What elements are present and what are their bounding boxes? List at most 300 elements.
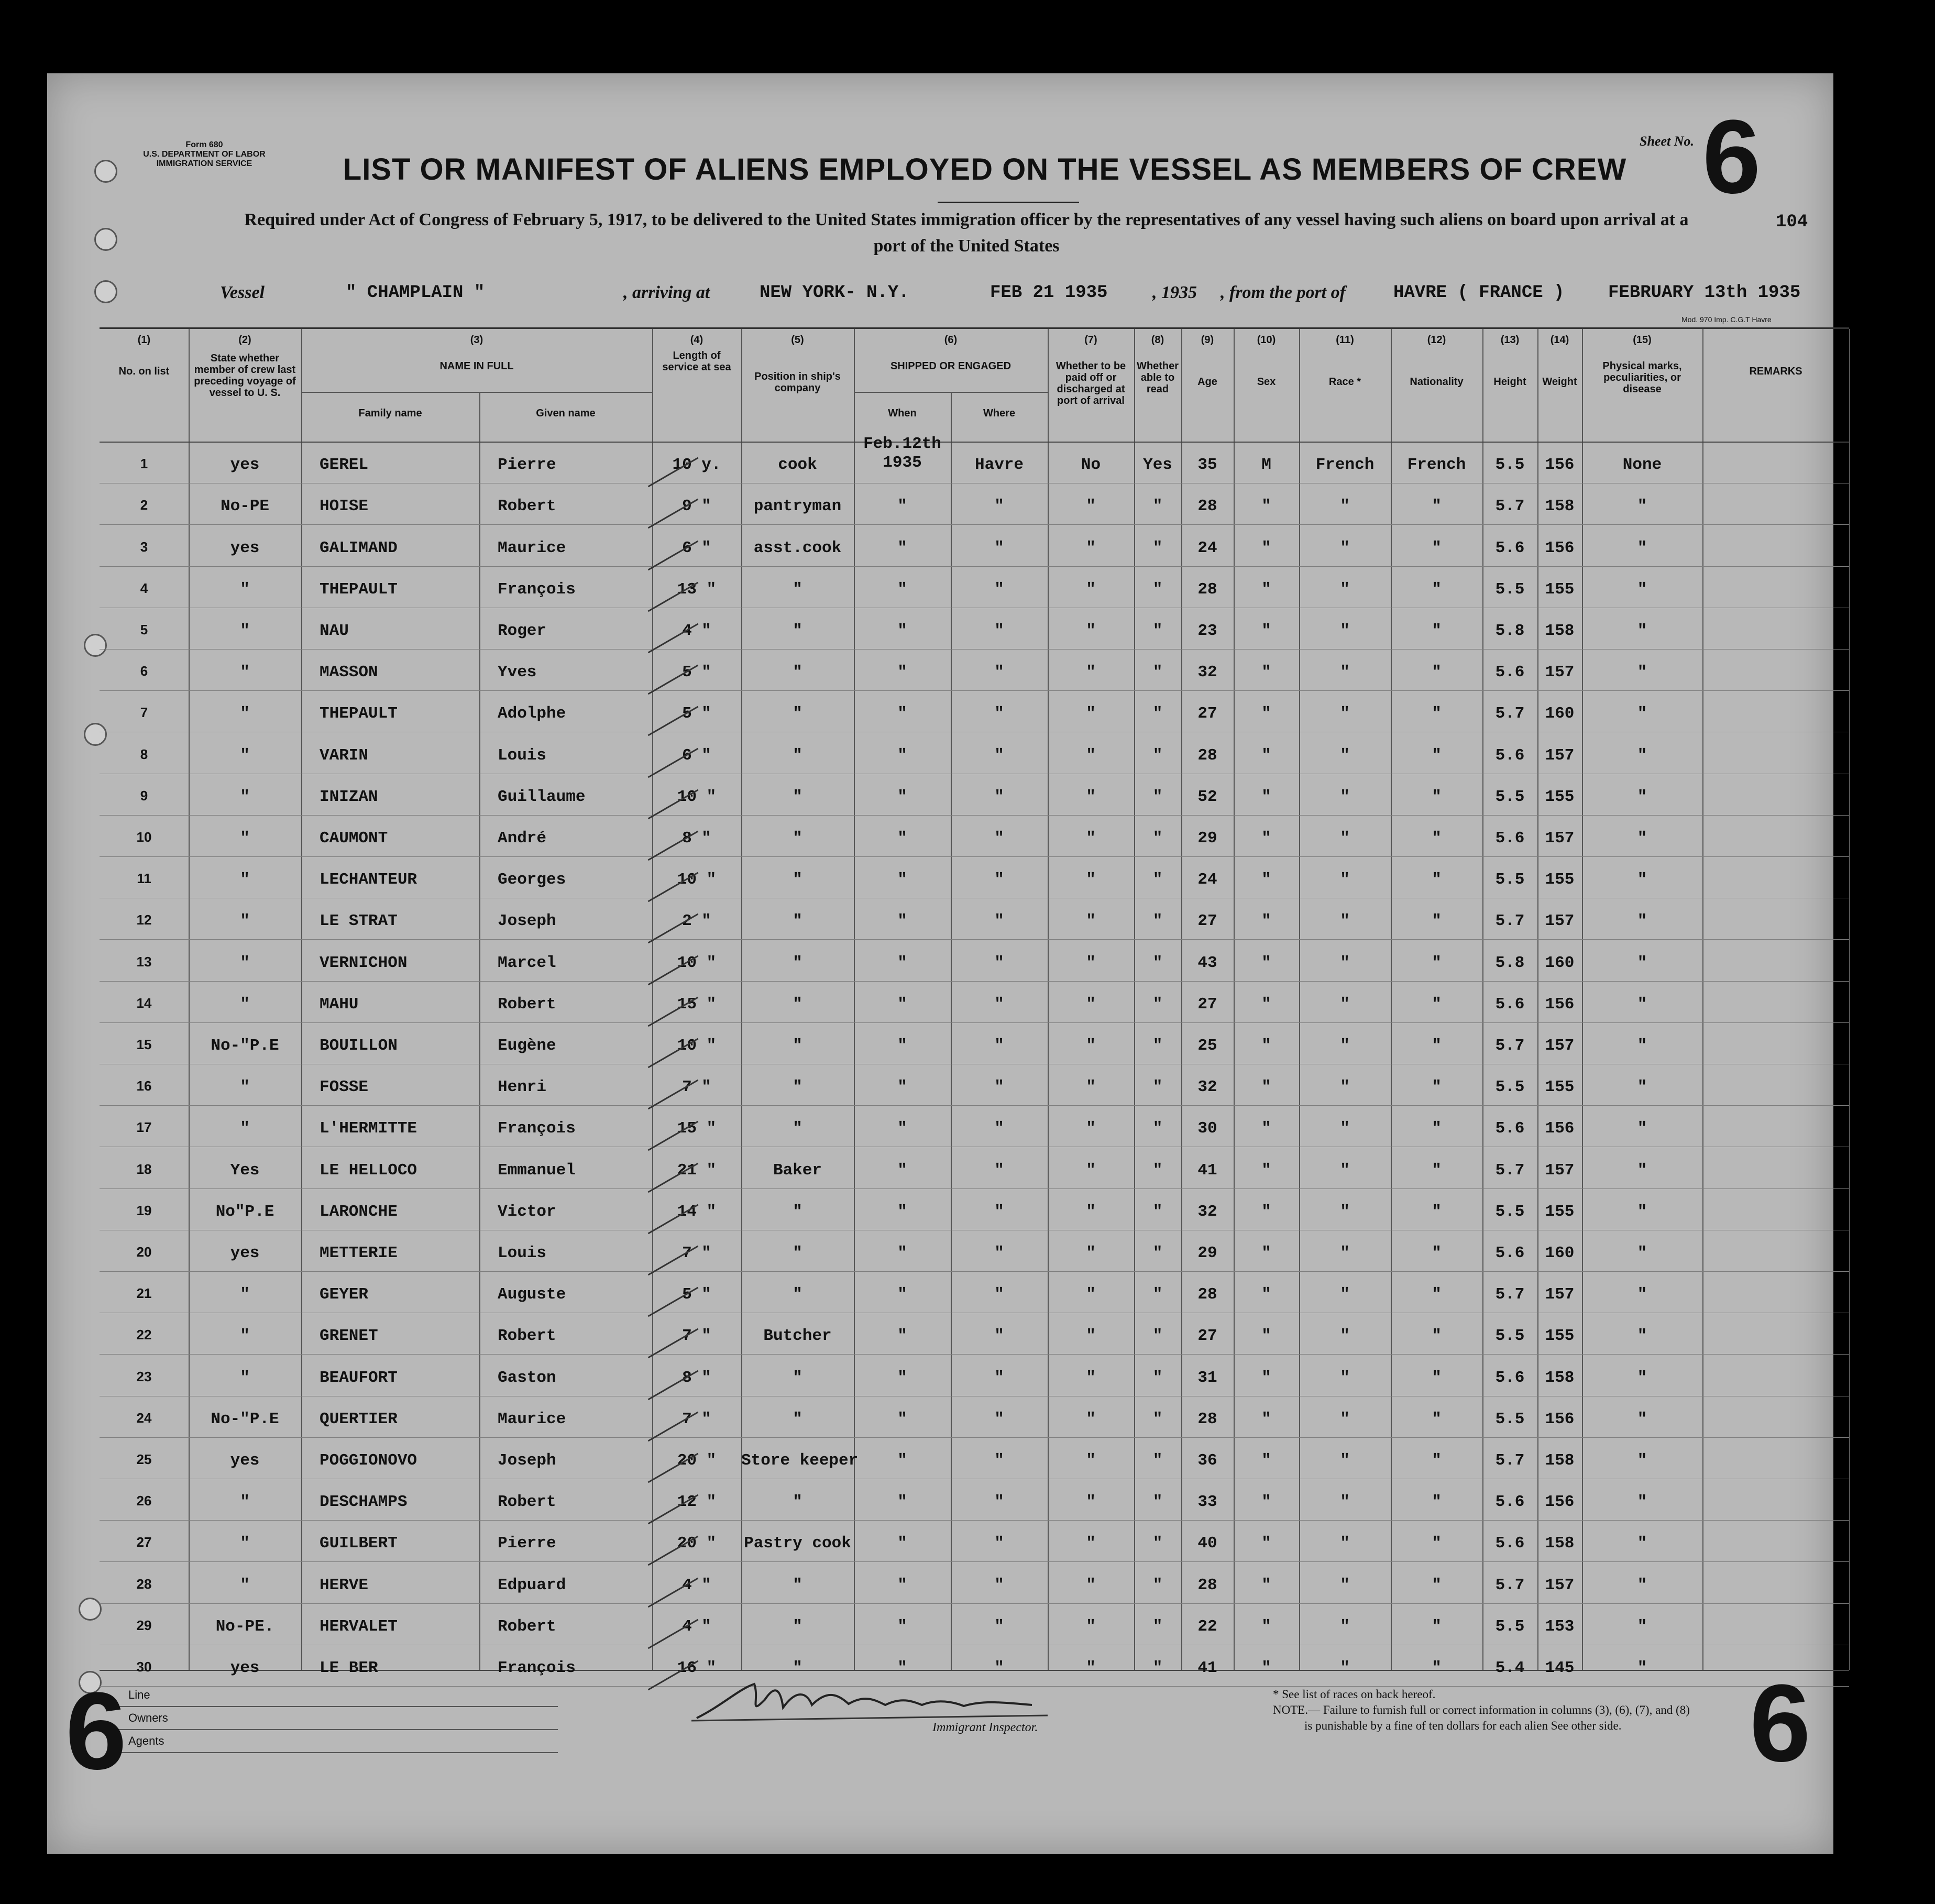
cell-read: " <box>1152 705 1163 723</box>
cell-marks: " <box>1637 746 1647 765</box>
cell-prev: Yes <box>230 1161 260 1180</box>
cell-race: " <box>1340 1410 1350 1428</box>
service-name: IMMIGRATION SERVICE <box>156 159 252 168</box>
cell-race: " <box>1340 1534 1350 1553</box>
cell-service: 2 " <box>682 912 711 931</box>
page-title: LIST OR MANIFEST OF ALIENS EMPLOYED ON THE VESSEL AS MEMBERS OF CREW <box>343 152 1627 186</box>
binder-hole <box>79 1598 102 1621</box>
row-rule <box>100 1603 1849 1604</box>
cell-height: 5.5 <box>1495 1410 1525 1428</box>
cell-prev: " <box>240 705 250 723</box>
cell-read: " <box>1152 1161 1163 1180</box>
cell-sex: " <box>1261 663 1271 682</box>
cell-age: 32 <box>1197 663 1217 682</box>
cell-when: " <box>897 912 907 931</box>
cell-paid: No <box>1081 456 1101 475</box>
cell-given: Edpuard <box>498 1576 566 1594</box>
col14-number: (14) <box>1550 334 1569 346</box>
cell-given: Pierre <box>498 456 556 475</box>
cell-age: 40 <box>1197 1534 1217 1553</box>
cell-no: 27 <box>136 1534 152 1550</box>
cell-height: 5.7 <box>1495 1285 1525 1304</box>
cell-nat: " <box>1432 995 1442 1014</box>
cell-given: Louis <box>498 1244 547 1262</box>
cell-race: " <box>1340 1037 1350 1055</box>
cell-position: " <box>793 1244 802 1262</box>
cell-no: 1 <box>140 456 148 472</box>
cell-paid: " <box>1086 1659 1096 1677</box>
cell-height: 5.6 <box>1495 663 1525 682</box>
cell-no: 7 <box>140 705 148 721</box>
cell-marks: " <box>1637 829 1647 848</box>
sheet-number-mark-left: 6 <box>65 1669 127 1792</box>
cell-no: 18 <box>136 1161 152 1177</box>
cell-no: 17 <box>136 1119 152 1136</box>
cell-paid: " <box>1086 1617 1096 1636</box>
row-rule <box>100 1022 1849 1023</box>
cell-marks: " <box>1637 995 1647 1014</box>
col7-number: (7) <box>1084 334 1097 346</box>
name-subcolumn-rule <box>479 392 480 1670</box>
cell-position: Store keeper <box>741 1451 859 1470</box>
arriving-label: , arriving at <box>623 283 710 302</box>
cell-weight: 155 <box>1545 1327 1575 1346</box>
cell-age: 32 <box>1197 1078 1217 1097</box>
cell-weight: 157 <box>1545 1285 1575 1304</box>
cell-service: 16 " <box>677 1659 717 1677</box>
owners-field: Owners <box>107 1707 558 1730</box>
cell-paid: " <box>1086 1078 1096 1097</box>
cell-no: 21 <box>136 1285 152 1302</box>
cell-service: 5 " <box>682 705 711 723</box>
cell-service: 20 " <box>677 1534 717 1553</box>
cell-sex: " <box>1261 497 1271 516</box>
cell-prev: " <box>240 829 250 848</box>
cell-where: " <box>994 1451 1004 1470</box>
cell-family: VARIN <box>320 746 369 765</box>
col7-header: Whether to be paid off or discharged at port of arrival <box>1056 360 1126 406</box>
cell-sex: " <box>1261 1451 1271 1470</box>
cell-marks: " <box>1637 1119 1647 1138</box>
cell-given: André <box>498 829 547 848</box>
cell-prev: " <box>240 1119 250 1138</box>
cell-nat: " <box>1432 1327 1442 1346</box>
cell-sex: " <box>1261 580 1271 599</box>
cell-position: pantryman <box>753 497 842 516</box>
cell-prev: yes <box>230 1451 260 1470</box>
cell-when: " <box>897 1617 907 1636</box>
cell-family: THEPAULT <box>320 705 398 723</box>
cell-family: GEREL <box>320 456 369 475</box>
cell-weight: 160 <box>1545 1244 1575 1262</box>
cell-prev: " <box>240 912 250 931</box>
cell-age: 25 <box>1197 1037 1217 1055</box>
cell-race: " <box>1340 746 1350 765</box>
row-rule <box>100 939 1849 940</box>
cell-position: " <box>793 1285 802 1304</box>
cell-position: " <box>793 1410 802 1428</box>
cell-position: " <box>793 1368 802 1387</box>
cell-race: " <box>1340 1576 1350 1594</box>
cell-race: " <box>1340 705 1350 723</box>
cell-no: 13 <box>136 953 152 970</box>
cell-where: " <box>994 1285 1004 1304</box>
cell-prev: No-PE. <box>215 1617 274 1636</box>
cell-when: " <box>897 622 907 640</box>
from-port-label: , from the port of <box>1221 283 1346 302</box>
cell-family: LE STRAT <box>320 912 398 931</box>
cell-height: 5.7 <box>1495 497 1525 516</box>
cell-paid: " <box>1086 1368 1096 1387</box>
footer-note: * See list of races on back hereof. NOTE.— Failure to furnish full or correct information in columns (3), (6), (7), and (8) is punishable by a fine of ten dollars for each alien See other side. <box>1273 1688 1690 1732</box>
cell-weight: 157 <box>1545 1161 1575 1180</box>
cell-no: 26 <box>136 1493 152 1509</box>
cell-nat: " <box>1432 538 1442 557</box>
cell-age: 28 <box>1197 1576 1217 1594</box>
cell-height: 5.6 <box>1495 995 1525 1014</box>
cell-where: " <box>994 912 1004 931</box>
cell-paid: " <box>1086 1285 1096 1304</box>
form-number: Form 680 <box>185 140 223 149</box>
cell-position: " <box>793 622 802 640</box>
cell-paid: " <box>1086 995 1096 1014</box>
cell-race: " <box>1340 995 1350 1014</box>
cell-family: GALIMAND <box>320 538 398 557</box>
cell-when: " <box>897 1244 907 1262</box>
cell-nat: " <box>1432 829 1442 848</box>
col2-header: State whether member of crew last preceding voyage of vessel to U. S. <box>194 353 296 399</box>
cell-family: MASSON <box>320 663 378 682</box>
cell-weight: 155 <box>1545 1202 1575 1221</box>
cell-race: " <box>1340 663 1350 682</box>
cell-where: " <box>994 1202 1004 1221</box>
cell-prev: yes <box>230 456 260 475</box>
cell-age: 28 <box>1197 497 1217 516</box>
cell-weight: 155 <box>1545 580 1575 599</box>
cell-weight: 160 <box>1545 705 1575 723</box>
cell-marks: None <box>1622 456 1662 475</box>
cell-nat: " <box>1432 580 1442 599</box>
cell-family: GRENET <box>320 1327 378 1346</box>
cell-where: " <box>994 1078 1004 1097</box>
col3-number: (3) <box>470 334 483 346</box>
cell-read: " <box>1152 1037 1163 1055</box>
cell-weight: 155 <box>1545 1078 1575 1097</box>
col11-number: (11) <box>1336 334 1354 346</box>
cell-given: Maurice <box>498 1410 566 1428</box>
cell-race: " <box>1340 497 1350 516</box>
cell-paid: " <box>1086 1493 1096 1512</box>
cell-marks: " <box>1637 1617 1647 1636</box>
cell-position: " <box>793 912 802 931</box>
cell-height: 5.7 <box>1495 1161 1525 1180</box>
cell-when: " <box>897 1327 907 1346</box>
cell-read: " <box>1152 497 1163 516</box>
cell-given: Robert <box>498 497 556 516</box>
cell-where: " <box>994 1244 1004 1262</box>
cell-marks: " <box>1637 1451 1647 1470</box>
cell-nat: " <box>1432 1078 1442 1097</box>
cell-when: " <box>897 787 907 806</box>
col4-header: Length of service at sea <box>662 350 731 373</box>
cell-weight: 158 <box>1545 1534 1575 1553</box>
cell-marks: " <box>1637 1534 1647 1553</box>
cell-race: " <box>1340 1244 1350 1262</box>
cell-race: " <box>1340 912 1350 931</box>
cell-nat: " <box>1432 787 1442 806</box>
cell-when: " <box>897 1534 907 1553</box>
cell-sex: " <box>1261 746 1271 765</box>
cell-given: Guillaume <box>498 787 586 806</box>
cell-when: " <box>897 663 907 682</box>
cell-weight: 157 <box>1545 1037 1575 1055</box>
cell-nat: " <box>1432 1161 1442 1180</box>
cell-where: " <box>994 1410 1004 1428</box>
cell-height: 5.5 <box>1495 456 1525 475</box>
cell-when: " <box>897 1659 907 1677</box>
cell-weight: 156 <box>1545 1119 1575 1138</box>
cell-marks: " <box>1637 787 1647 806</box>
cell-service: 8 " <box>682 1368 711 1387</box>
cell-when: " <box>897 538 907 557</box>
cell-position: Baker <box>773 1161 822 1180</box>
cell-paid: " <box>1086 580 1096 599</box>
cell-age: 23 <box>1197 622 1217 640</box>
cell-height: 5.5 <box>1495 1327 1525 1346</box>
cell-weight: 156 <box>1545 456 1575 475</box>
cell-service: 7 " <box>682 1410 711 1428</box>
cell-where: Havre <box>974 456 1024 475</box>
cell-prev: yes <box>230 1244 260 1262</box>
cell-prev: " <box>240 1534 250 1553</box>
cell-service: 4 " <box>682 1576 711 1594</box>
subheader-rule <box>854 392 1048 393</box>
cell-where: " <box>994 580 1004 599</box>
cell-read: " <box>1152 829 1163 848</box>
cell-sex: " <box>1261 1368 1271 1387</box>
cell-read: " <box>1152 912 1163 931</box>
cell-no: 25 <box>136 1451 152 1467</box>
cell-sex: " <box>1261 1037 1271 1055</box>
arriving-place: NEW YORK- N.Y. <box>760 283 909 303</box>
cell-when: " <box>897 1078 907 1097</box>
cell-height: 5.5 <box>1495 871 1525 889</box>
cell-where: " <box>994 1327 1004 1346</box>
cell-family: GEYER <box>320 1285 369 1304</box>
vessel-line <box>220 283 1844 309</box>
cell-height: 5.6 <box>1495 538 1525 557</box>
cell-service: 4 " <box>682 1617 711 1636</box>
cell-family: THEPAULT <box>320 580 398 599</box>
cell-race: " <box>1340 1368 1350 1387</box>
cell-read: " <box>1152 1659 1163 1677</box>
cell-given: Eugène <box>498 1037 556 1055</box>
col15-header: Physical marks, peculiarities, or disease <box>1602 360 1682 395</box>
col8-number: (8) <box>1151 334 1164 346</box>
cell-when: " <box>897 746 907 765</box>
line-field: Line <box>107 1684 558 1707</box>
cell-paid: " <box>1086 829 1096 848</box>
cell-prev: " <box>240 1327 250 1346</box>
cell-where: " <box>994 1161 1004 1180</box>
cell-race: " <box>1340 538 1350 557</box>
cell-nat: " <box>1432 746 1442 765</box>
cell-when: " <box>897 1037 907 1055</box>
cell-no: 15 <box>136 1037 152 1052</box>
cell-when: " <box>897 995 907 1014</box>
cell-prev: " <box>240 580 250 599</box>
cell-no: 30 <box>136 1659 152 1675</box>
cell-race: " <box>1340 1493 1350 1512</box>
cell-marks: " <box>1637 1410 1647 1428</box>
cell-age: 27 <box>1197 912 1217 931</box>
cell-when: " <box>897 829 907 848</box>
cell-race: " <box>1340 829 1350 848</box>
cell-no: 19 <box>136 1202 152 1218</box>
crew-table <box>100 327 1849 1677</box>
sheet-number: 6 <box>1702 98 1761 215</box>
row-rule <box>100 1188 1849 1189</box>
cell-position: asst.cook <box>753 538 842 557</box>
cell-family: DESCHAMPS <box>320 1493 408 1512</box>
cell-sex: " <box>1261 1493 1271 1512</box>
cell-race: " <box>1340 1327 1350 1346</box>
cell-service: 6 " <box>682 746 711 765</box>
col13-header: Height <box>1493 376 1526 388</box>
cell-marks: " <box>1637 538 1647 557</box>
cell-weight: 158 <box>1545 1368 1575 1387</box>
cell-age: 33 <box>1197 1493 1217 1512</box>
cell-age: 27 <box>1197 1327 1217 1346</box>
cell-sex: " <box>1261 1410 1271 1428</box>
cell-family: BEAUFORT <box>320 1368 398 1387</box>
departure-port: HAVRE ( FRANCE ) <box>1393 283 1565 303</box>
arrival-date: FEB 21 1935 <box>990 283 1108 303</box>
cell-position: " <box>793 705 802 723</box>
cell-service: 7 " <box>682 1244 711 1262</box>
cell-service: 7 " <box>682 1327 711 1346</box>
cell-where: " <box>994 1617 1004 1636</box>
row-rule <box>100 566 1849 567</box>
cell-service: 10 y. <box>672 456 721 475</box>
cell-marks: " <box>1637 705 1647 723</box>
cell-family: LECHANTEUR <box>320 871 417 889</box>
cell-age: 32 <box>1197 1202 1217 1221</box>
cell-marks: " <box>1637 953 1647 972</box>
cell-sex: " <box>1261 1617 1271 1636</box>
cell-weight: 160 <box>1545 953 1575 972</box>
cell-given: Henri <box>498 1078 547 1097</box>
cell-when: " <box>897 705 907 723</box>
cell-where: " <box>994 1037 1004 1055</box>
cell-prev: yes <box>230 1659 260 1677</box>
cell-given: Robert <box>498 1493 556 1512</box>
cell-weight: 156 <box>1545 538 1575 557</box>
cell-nat: " <box>1432 1285 1442 1304</box>
sheet-number-label: Sheet No. <box>1640 134 1694 149</box>
cell-marks: " <box>1637 663 1647 682</box>
cell-read: " <box>1152 1244 1163 1262</box>
cell-family: LE HELLOCO <box>320 1161 417 1180</box>
cell-age: 41 <box>1197 1659 1217 1677</box>
cell-position: " <box>793 663 802 682</box>
cell-sex: " <box>1261 1576 1271 1594</box>
cell-height: 5.6 <box>1495 746 1525 765</box>
cell-age: 27 <box>1197 705 1217 723</box>
sheet-number-mark-right: 6 <box>1750 1661 1811 1785</box>
cell-given: Joseph <box>498 1451 556 1470</box>
cell-marks: " <box>1637 1285 1647 1304</box>
cell-nat: " <box>1432 1037 1442 1055</box>
cell-family: CAUMONT <box>320 829 388 848</box>
page-subtitle: Required under Act of Congress of February 5, 1917, to be delivered to the United States immigration officer by the representatives of any vessel having such aliens on board upon arrival at a port of the United States <box>244 210 1689 256</box>
cell-sex: " <box>1261 1244 1271 1262</box>
cell-position: " <box>793 787 802 806</box>
cell-family: HOISE <box>320 497 369 516</box>
cell-marks: " <box>1637 1576 1647 1594</box>
cell-sex: " <box>1261 871 1271 889</box>
cell-read: " <box>1152 580 1163 599</box>
cell-where: " <box>994 1534 1004 1553</box>
row-rule <box>100 981 1849 982</box>
cell-paid: " <box>1086 1161 1096 1180</box>
given-name-header: Given name <box>536 408 596 419</box>
cell-read: " <box>1152 1534 1163 1553</box>
cell-where: " <box>994 1576 1004 1594</box>
cell-service: 6 " <box>682 538 711 557</box>
cell-family: BOUILLON <box>320 1037 398 1055</box>
cell-read: " <box>1152 787 1163 806</box>
cell-marks: " <box>1637 1078 1647 1097</box>
cell-paid: " <box>1086 787 1096 806</box>
cell-read: " <box>1152 1576 1163 1594</box>
cell-race: " <box>1340 1161 1350 1180</box>
cell-when: " <box>897 1202 907 1221</box>
cell-position: " <box>793 1659 802 1677</box>
cell-weight: 153 <box>1545 1617 1575 1636</box>
cell-paid: " <box>1086 1451 1096 1470</box>
cell-read: " <box>1152 1617 1163 1636</box>
cell-race: " <box>1340 1078 1350 1097</box>
cell-read: " <box>1152 1327 1163 1346</box>
cell-nat: " <box>1432 1617 1442 1636</box>
cell-sex: " <box>1261 1161 1271 1180</box>
cell-read: " <box>1152 663 1163 682</box>
cell-when: " <box>897 1410 907 1428</box>
cell-weight: 157 <box>1545 829 1575 848</box>
cell-paid: " <box>1086 1119 1096 1138</box>
col2-number: (2) <box>238 334 251 346</box>
cell-no: 4 <box>140 580 148 596</box>
cell-where: " <box>994 1659 1004 1677</box>
cell-given: Victor <box>498 1202 556 1221</box>
cell-weight: 145 <box>1545 1659 1575 1677</box>
cell-weight: 157 <box>1545 746 1575 765</box>
cell-marks: " <box>1637 912 1647 931</box>
cell-when: " <box>897 1493 907 1512</box>
col15-number: (15) <box>1633 334 1652 346</box>
row-rule <box>100 524 1849 525</box>
row-rule <box>100 856 1849 857</box>
cell-nat: " <box>1432 705 1442 723</box>
cell-family: POGGIONOVO <box>320 1451 417 1470</box>
agents-field: Agents <box>107 1730 558 1753</box>
cell-prev: No"P.E <box>215 1202 274 1221</box>
cell-family: LARONCHE <box>320 1202 398 1221</box>
cell-given: Joseph <box>498 912 556 931</box>
cell-age: 41 <box>1197 1161 1217 1180</box>
cell-prev: " <box>240 622 250 640</box>
